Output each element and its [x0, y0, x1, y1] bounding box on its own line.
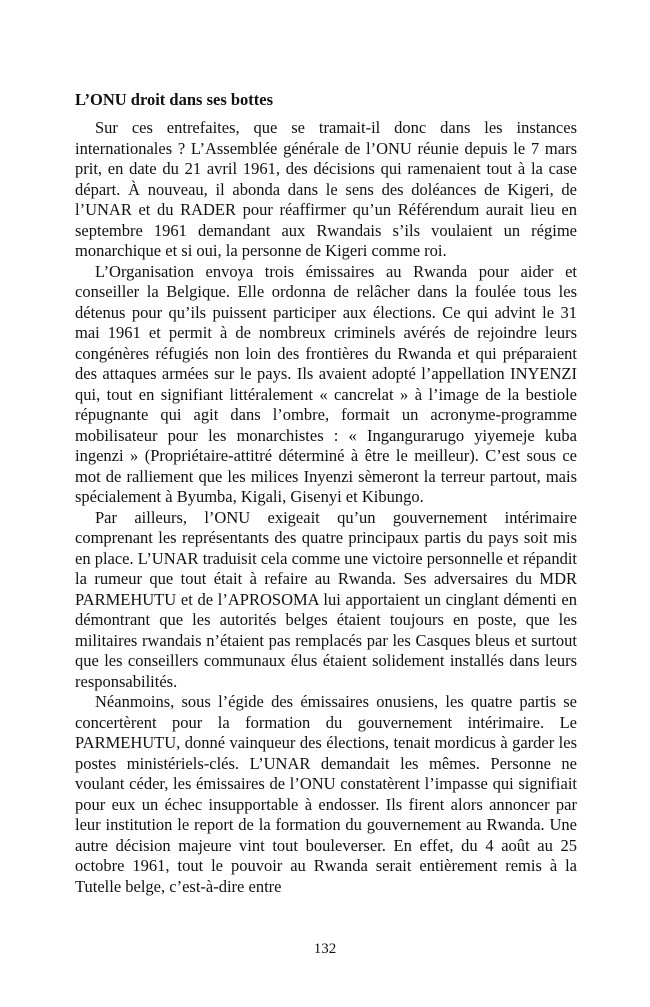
paragraph-4: Néanmoins, sous l’égide des émissaires onusiens, les quatre partis se concertèrent pour la formation du gouvernement intérimaire. Le PARMEHUTU, donné vainqueur des élections, tenait mordicus à garder les postes ministériels-clés. L’UNAR demandait les mêmes. Personne ne voulant céder, les émissaires de l’ONU constatèrent l’impasse qui signifiait pour eux un échec insupportable à endosser. Ils firent alors annoncer par leur institution le report de la formation du gouvernement au Rwanda. Une autre décision majeure vint tout bouleverser. En effet, du 4 août au 25 octobre 1961, tout le pouvoir au Rwanda serait entièrement remis à la Tutelle belge, c’est-à-dire entre	[75, 692, 577, 896]
paragraph-1: Sur ces entrefaites, que se tramait-il donc dans les instances internationales ? L’Assemblée générale de l’ONU réunie depuis le 7 mars prit, en date du 21 avril 1961, des décisions qui ramenaient tout à la case départ. À nouveau, il abonda dans le sens des doléances de Kigeri, de l’UNAR et du RADER pour réaffirmer qu’un Référendum aurait lieu en septembre 1961 demandant aux Rwandais s’ils voulaient un régime monarchique et si oui, la personne de Kigeri comme roi.	[75, 118, 577, 260]
paragraph-2: L’Organisation envoya trois émissaires au Rwanda pour aider et conseiller la Belgique. Elle ordonna de relâcher dans la foulée tous les détenus pour qu’ils puissent participer aux élections. Ce qui advint le 31 mai 1961 et permit à de nombreux criminels avérés de rejoindre leurs congénères réfugiés non loin des frontières du Rwanda et qui préparaient des attaques armées sur le pays. Ils avaient adopté l’appellation INYENZI qui, tout en signifiant littéralement « cancrelat » à l’image de la bestiole répugnante qui agit dans l’ombre, formait un acronyme-programme mobilisateur pour les monarchistes : « Ingangurarugo yiyemeje kuba ingenzi » (Propriétaire-attitré déterminé à être le meilleur). C’est sous ce mot de ralliement que les milices Inyenzi sèmeront la terreur partout, mais spécialement à Byumba, Kigali, Gisenyi et Kibungo.	[75, 261, 577, 506]
paragraph-3: Par ailleurs, l’ONU exigeait qu’un gouvernement intérimaire comprenant les représentants des quatre principaux partis du pays soit mis en place. L’UNAR traduisit cela comme une victoire personnelle et répandit la rumeur que tout était à refaire au Rwanda. Ses adversaires du MDR PARMEHUTU et de l’APROSOMA lui apportaient un cinglant démenti en démontrant que les autorités belges étaient toujours en poste, que les militaires rwandais n’étaient pas remplacés par les Casques bleus et surtout que les conseillers communaux élus étaient solidement installés dans leurs responsabilités.	[75, 507, 578, 691]
page-body	[75, 88, 577, 897]
section-title: L’ONU droit dans ses bottes	[75, 90, 274, 109]
page-number: 132	[313, 941, 337, 957]
